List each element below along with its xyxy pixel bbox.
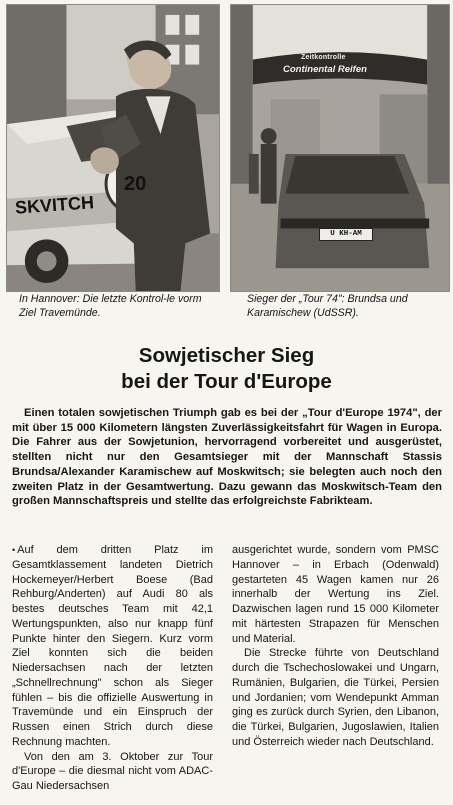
column-left-paragraph-1 (12, 543, 213, 750)
photo-left-image (7, 5, 219, 291)
column-left-paragraph-1-text: Auf dem dritten Platz im Gesamtklassement landeten Dietrich Hockemeyer/Herbert Boese (Bad Rehburg/Anderten) auf Audi 80 als bestes deutsches Team mit 42,1 Wertungspunkten, also nur knapp fünf Punkte hinter den Siegern. Kurz vorm Ziel konnten sich die beiden Niedersachsen nach der letzten „Schnellrechnung" schon als Sieger fühlen – bis die offizielle Auswertung in Travemünde und ein Einspruch der Russen einen Strich durch diese Rechnung machten. (12, 544, 213, 748)
headline-line-2: bei der Tour d'Europe (121, 370, 332, 393)
article-column-right (232, 543, 439, 750)
banner-sponsor: Continental Reifen (283, 64, 367, 75)
license-plate: U KH-AM (319, 228, 373, 241)
lead-paragraph (12, 406, 442, 509)
column-left-paragraph-2: Von den am 3. Oktober zur Tour d'Europe – die diesmal nicht vom ADAC-Gau Niedersachsen (12, 750, 213, 792)
headline-line-1: Sowjetischer Sieg (138, 344, 315, 367)
photo-winners-car (230, 4, 450, 292)
caption-left: In Hannover: Die letzte Kontrol-le vorm Ziel Travemünde. (19, 293, 202, 319)
column-right-paragraph-2: Die Strecke führte von Deutschland durch die Tschechoslowakei und Ungarn, Rumänien, Bulgarien, die Türkei, Persien und Jordanien; vom Wendepunkt Amman ging es zurück durch Syrien, den Libanon, die Türkei, Bulgarien, Jugoslawien, Italien und Österreich wieder nach Deutschland. (232, 647, 439, 748)
photo-checkpoint-hannover (6, 4, 220, 292)
banner-time-control: Zeitkontrolle (301, 54, 346, 61)
photo-right-image (231, 5, 449, 291)
article-column-left (12, 543, 213, 794)
column-right-paragraph-1: ausgerichtet wurde, sondern vom PMSC Hannover – in Erbach (Odenwald) gestarteten 45 Wagen kamen nur 26 innerhalb der Wertung ins Ziel. Dazwischen lagen rund 15 000 Kilometer mit härtesten Strapazen für Menschen und Material. (232, 544, 439, 645)
bullet-icon: • (12, 545, 16, 555)
car-start-number: 20 (124, 173, 147, 195)
car-lettering: SKVITCH (14, 192, 95, 218)
headline (0, 343, 453, 395)
lead-text: Einen totalen sowjetischen Triumph gab es bei der „Tour d'Europe 1974", der mit über 15 000 Kilometern längsten Zuverlässigkeitsfahrt für Wagen in Europa. Die Fahrer aus der Sowjetunion, hervorragend vorbereitet und ausgerüstet, stellten nicht nur den Gesamtsieger mit der Mannschaft Stassis Brundsa/Alexander Karamischew auf Moskwitsch; sie belegten auch noch den zweiten Platz in der Gesamtwertung. Dazu gewann das Moskwitsch-Team den großen Mannschaftspreis und stellte das erfolgreichste Fabrikteam. (12, 407, 442, 508)
caption-right: Sieger der „Tour 74": Brundsa und Karamischew (UdSSR). (247, 293, 408, 319)
